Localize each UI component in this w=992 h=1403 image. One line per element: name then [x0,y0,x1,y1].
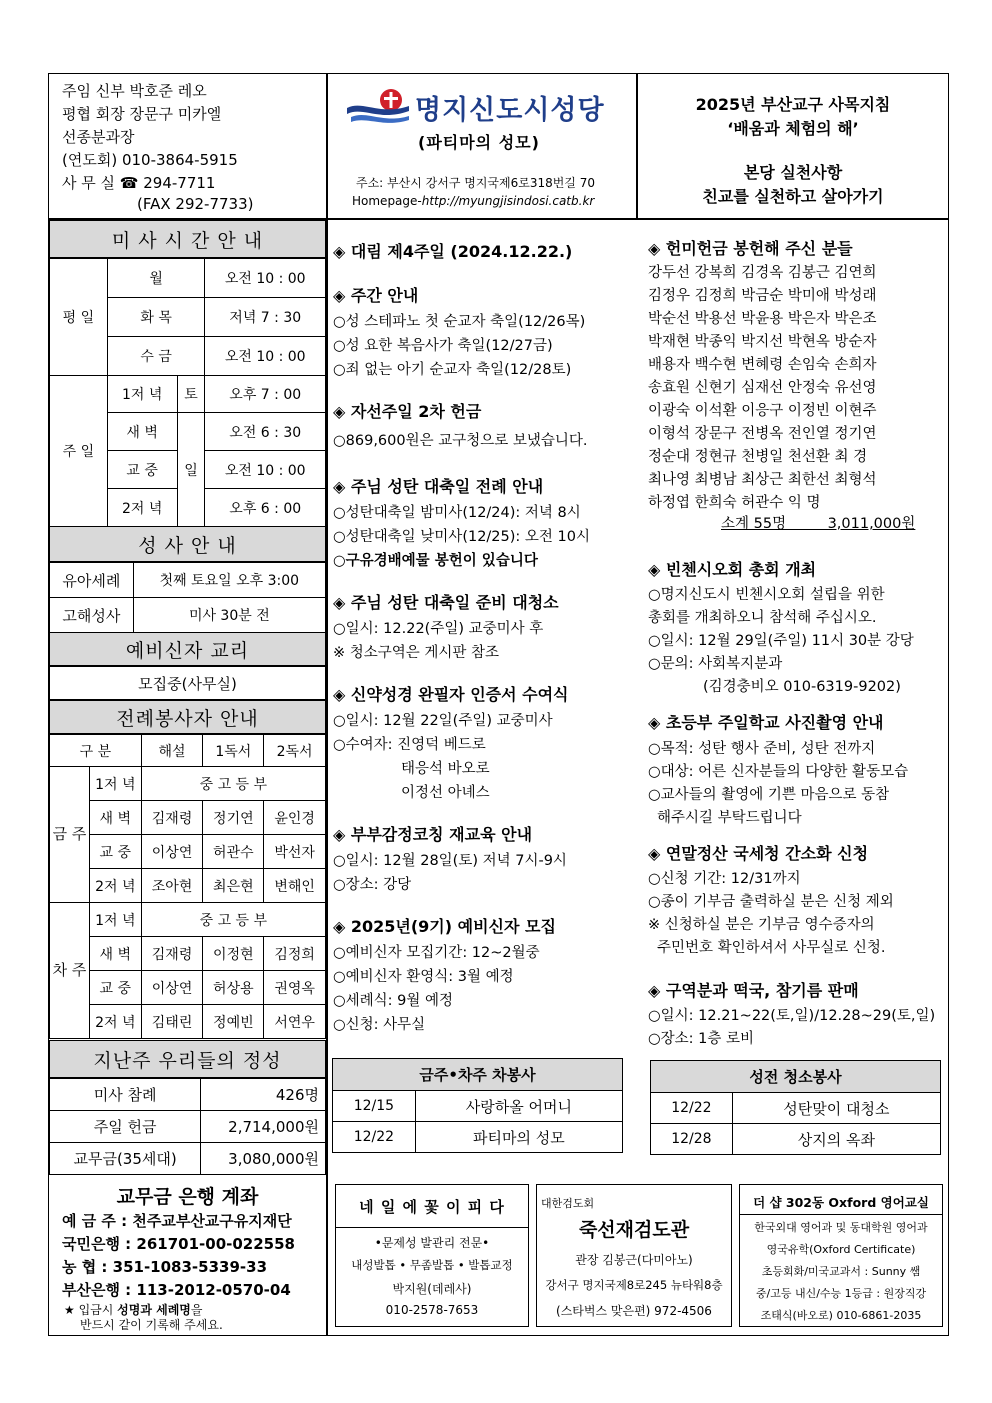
christmas-liturgy-title: ◈ 주님 성탄 대축일 전례 안내 [333,477,544,496]
server-name: 허관수 [203,835,264,869]
ad-flower-line: 내성발톱 • 무좀발톱 • 발톱교정 [351,1258,513,1272]
donor-row: 최나영 최병남 최상근 최한선 최형석 [648,472,877,488]
servers-header: 1독서 [203,735,264,767]
advent-title: ◈ 대림 제4주일 (2024.12.22.) [333,242,573,261]
cleaning-date: 12/22 [651,1093,733,1124]
server-name: 김태린 [141,1005,203,1039]
sacrament-label: 유아세례 [50,563,134,598]
server-name: 정기연 [203,801,264,835]
parish-subtitle: (파티마의 성모) [418,133,540,152]
donor-row: 하정엽 한희숙 허관수 익 명 [648,495,821,511]
ad-kendo-small: 대한검도회 [541,1197,595,1210]
ad-english-line: 조태식(바오로) 010-6861-2035 [760,1309,922,1322]
photo-line: ○목적: 성탄 행사 준비, 성탄 전까지 [648,741,876,757]
bank-line: 농 협 : 351-1083-5339-33 [62,1258,268,1276]
ad-kendo-line: 강서구 명지국제8로245 뉴타워8층 [545,1278,723,1292]
ad-flower-box [335,1184,529,1327]
servers-table [49,734,326,1039]
server-name: 김재령 [141,937,203,971]
practice-line1: 본당 실천사항 [743,163,843,182]
charity-title: ◈ 자선주일 2차 헌금 [333,402,482,421]
server-name: 조아현 [141,869,203,903]
cleaning-date: 12/28 [651,1124,733,1155]
offering-value: 2,714,000원 [201,1111,326,1143]
donor-row: 박재현 박종익 박지선 박현옥 방순자 [648,334,877,350]
catechumen-recruit-line: ○예비신자 환영식: 3월 예정 [333,969,514,985]
server-name: 이정현 [203,937,264,971]
staff-line: 평협 회장 장문구 미카엘 [62,105,222,123]
server-mass: 새 벽 [89,937,141,971]
mass-time: 오전 6 : 30 [205,413,326,451]
tax-line: ※ 신청하실 분은 기부금 영수증자의 [648,917,875,933]
server-name: 서연우 [264,1005,326,1039]
donor-row: 정순대 정현규 천병일 천선환 최 경 [648,449,868,465]
parish-name: 명지신도시성당 [415,95,605,126]
mass-day: 수 금 [107,337,205,376]
bank-note2: 반드시 같이 기록해 주세요. [80,1318,223,1332]
vincent-title: ◈ 빈첸시오회 총회 개최 [648,560,817,579]
car-service-group: 사랑하올 어머니 [415,1091,622,1122]
weekly-line: ○성 스테파노 첫 순교자 축일(12/26목) [333,314,586,330]
tax-title: ◈ 연말정산 국세청 간소화 신청 [648,844,869,863]
sacrament-value: 첫째 토요일 오후 3:00 [133,563,325,598]
cleaning-table [650,1060,941,1155]
vincent-line: ○문의: 사회복지분과 [648,656,783,672]
rice-cake-line: ○장소: 1층 로비 [648,1031,755,1047]
mass-time: 오후 6 : 00 [205,489,326,527]
mass-day: 화 목 [107,298,205,337]
weekly-line: ○죄 없는 아기 순교자 축일(12/28토) [333,362,572,378]
christmas-liturgy-line: ○성탄대축일 낮미사(12/25): 오전 10시 [333,529,590,545]
sacrament-title: 성 사 안 내 [49,526,326,562]
bank-note-prefix: ★ 입금시 [64,1303,118,1317]
christmas-liturgy-line: ○성탄대축일 밤미사(12/24): 저녁 8시 [333,505,581,521]
vincent-line: ○명지신도시 빈첸시오회 설립을 위한 [648,587,885,603]
ad-divider [740,1214,942,1215]
mass-day: 월 [107,259,205,298]
server-mass: 1저 녁 [89,767,141,801]
photo-title: ◈ 초등부 주일학교 사진촬영 안내 [648,713,884,732]
offering-title: 지난주 우리들의 정성 [49,1040,326,1078]
mass-schedule-table [49,258,326,527]
offering-value: 3,080,000원 [201,1143,326,1175]
ad-divider [336,1227,528,1228]
servers-title: 전례봉사자 안내 [49,700,326,734]
ad-english-line: 초등회화/미국교과서 : Sunny 쌤 [761,1265,921,1278]
catechumen-recruit-title: ◈ 2025년(9기) 예비신자 모집 [333,917,556,936]
sunday-label: 주 일 [50,376,108,527]
car-service-date: 12/22 [333,1122,416,1153]
catechumen-recruit-line: ○신청: 사무실 [333,1017,426,1033]
couple-coaching-line: ○일시: 12월 28일(토) 저녁 7시-9시 [333,853,567,869]
car-service-group: 파티마의 성모 [415,1122,622,1153]
server-name: 윤인경 [264,801,326,835]
bank-title: 교무금 은행 계좌 [116,1186,259,1208]
bank-note-bold: 성명과 세례명 [117,1303,191,1317]
tax-line: ○종이 기부금 출력하실 분은 신청 제외 [648,894,894,910]
server-name: 허상용 [203,971,264,1005]
sacrament-value: 미사 30분 전 [133,598,325,633]
catechumen-recruit-line: ○세례식: 9월 예정 [333,993,454,1009]
ad-english-line: 영국유학(Oxford Certificate) [766,1243,916,1256]
ad-kendo-title: 죽선재검도관 [578,1219,690,1241]
bank-line: 예 금 주 : 천주교부산교구유지재단 [62,1212,292,1230]
servers-header: 구 분 [50,735,142,767]
donor-row: 박순선 박용선 박윤용 박은자 박은조 [648,311,877,327]
donor-row: 김정우 김정희 박금순 박미애 박성래 [648,288,877,304]
rice-cake-line: ○일시: 12.21~22(토,일)/12.28~29(토,일) [648,1008,936,1024]
offering-value: 426명 [201,1079,326,1111]
ad-flower-line: 박지원(데레사) [392,1282,472,1296]
parish-address: 주소: 부산시 강서구 명지국제6로318번길 70 [356,176,595,190]
bible-cert-title: ◈ 신약성경 완필자 인증서 수여식 [333,685,569,704]
next-week-label: 차 주 [50,903,90,1039]
donors-title: ◈ 헌미헌금 봉헌해 주신 분들 [648,239,853,258]
donor-subtotal: 소계 55명 3,011,000원 [721,516,916,532]
cleaning-group: 성탄맞이 대청소 [732,1093,940,1124]
server-mass: 교 중 [89,835,141,869]
left-column-divider [326,73,328,1336]
practice-line2: 친교를 실천하고 살아가기 [702,187,884,206]
mass-time: 오전 10 : 00 [205,451,326,489]
parish-homepage [352,194,594,208]
rice-cake-title: ◈ 구역분과 떡국, 참기름 판매 [648,981,859,1000]
servers-header: 2독서 [264,735,326,767]
server-merged: 중 고 등 부 [141,767,325,801]
weekly-title: ◈ 주간 안내 [333,286,419,305]
ad-kendo-box [536,1184,732,1327]
bible-cert-line: ○일시: 12월 22일(주일) 교중미사 [333,713,553,729]
couple-coaching-title: ◈ 부부감정코칭 재교육 안내 [333,825,533,844]
server-name: 이상연 [141,971,203,1005]
catechumen-title: 예비신자 교리 [49,632,326,666]
staff-line: (FAX 292-7733) [137,195,254,213]
ad-kendo-line: (스타벅스 맞은편) 972-4506 [556,1304,712,1318]
donor-row: 강두선 강복희 김경옥 김봉근 김연희 [648,265,877,281]
parish-logo-icon [345,86,411,126]
bible-cert-line: ○수여자: 진영덕 베드로 [333,737,486,753]
tax-line: 주민번호 확인하셔서 사무실로 신청. [657,940,886,956]
cleaning-title: 성전 청소봉사 [651,1061,941,1093]
bible-cert-line: 이정선 아녜스 [401,785,490,801]
staff-line: 선종분과장 [62,128,135,146]
mass-name: 새 벽 [107,413,177,451]
ad-kendo-line: 관장 김봉근(다미아노) [575,1253,693,1267]
server-name: 김재령 [141,801,203,835]
donor-row: 이형석 장문구 전병옥 전인열 정기연 [648,426,877,442]
server-mass: 2저 녁 [89,1005,141,1039]
server-mass: 2저 녁 [89,869,141,903]
mass-time: 오전 10 : 00 [205,337,326,376]
car-service-title: 금주•차주 차봉사 [333,1059,623,1091]
ad-english-line: 한국외대 영어과 및 동대학원 영어과 [754,1221,928,1234]
bank-line: 국민은행 : 261701-00-022558 [62,1235,295,1253]
staff-line: (연도회) 010-3864-5915 [62,151,238,169]
donor-row: 이광숙 이석환 이응구 이정빈 이현주 [648,403,877,419]
offering-table [49,1078,326,1175]
diocese-guide-line2: ‘배움과 체험의 해’ [727,119,859,138]
mass-time: 오후 7 : 00 [205,376,326,413]
mass-time: 저녁 7 : 30 [205,298,326,337]
offering-label: 미사 참례 [50,1079,201,1111]
tax-line: ○신청 기간: 12/31까지 [648,871,801,887]
server-name: 정예빈 [203,1005,264,1039]
server-name: 이상연 [141,835,203,869]
car-service-table [332,1058,623,1153]
ad-flower-line: •문제성 발관리 전문• [374,1236,490,1250]
server-name: 최은현 [203,869,264,903]
mass-schedule-title: 미 사 시 간 안 내 [49,220,326,258]
donor-row: 배용자 백수현 변혜령 손임숙 손희자 [648,357,877,373]
offering-label: 주일 헌금 [50,1111,201,1143]
mass-weekday: 토 [177,376,205,413]
staff-line: 사 무 실 ☎ 294-7711 [62,174,216,192]
charity-line: ○869,600원은 교구청으로 보냈습니다. [333,433,588,449]
catechumen-recruit-line: ○예비신자 모집기간: 12~2월중 [333,945,540,961]
vincent-line: ○일시: 12월 29일(주일) 11시 30분 강당 [648,633,914,649]
weekly-line: ○성 요한 복음사가 축일(12/27금) [333,338,553,354]
bank-line: 부산은행 : 113-2012-0570-04 [62,1281,291,1299]
server-name: 박선자 [264,835,326,869]
weekday-label: 평 일 [50,259,108,376]
christmas-liturgy-line: ○구유경배예물 봉헌이 있습니다 [333,553,538,569]
server-name: 권영옥 [264,971,326,1005]
photo-line: ○교사들의 촬영에 기쁜 마음으로 동참 [648,787,890,803]
bible-cert-line: 태응석 바오로 [401,761,490,777]
server-name: 김정희 [264,937,326,971]
server-name: 변해인 [264,869,326,903]
photo-line: ○대상: 어른 신자분들의 다양한 활동모습 [648,764,909,780]
server-mass: 교 중 [89,971,141,1005]
staff-line: 주임 신부 박호준 레오 [62,82,207,100]
server-mass: 새 벽 [89,801,141,835]
ad-english-title: 더 샵 302동 Oxford 영어교실 [753,1195,929,1210]
bank-note-suffix: 을 [190,1303,203,1317]
server-merged: 중 고 등 부 [141,903,325,937]
diocese-guide-line1: 2025년 부산교구 사목지침 [695,95,891,114]
mass-name: 교 중 [107,451,177,489]
homepage-prefix: Homepage- [352,194,422,208]
offering-label: 교무금(35세대) [50,1143,201,1175]
mass-name: 1저 녁 [107,376,177,413]
vincent-line: 총회를 개최하오니 참석해 주십시오. [648,610,877,626]
cleaning-notice-title: ◈ 주님 성탄 대축일 준비 대청소 [333,593,559,612]
donor-row: 송효원 신현기 심재선 안정숙 유선영 [648,380,877,396]
couple-coaching-line: ○장소: 강당 [333,877,412,893]
this-week-label: 금 주 [50,767,90,903]
car-service-date: 12/15 [333,1091,416,1122]
catechumen-status: 모집중(사무실) [49,666,326,700]
ad-flower-line: 010-2578-7653 [385,1303,479,1317]
ad-english-box [739,1184,943,1327]
mass-weekday: 일 [177,413,205,527]
servers-header: 해설 [141,735,203,767]
ad-english-line: 중/고등 내신/수능 1등급 : 원장직강 [755,1287,927,1300]
cleaning-notice-line: ○일시: 12.22(주일) 교중미사 후 [333,621,544,637]
mass-name: 2저 녁 [107,489,177,527]
sacrament-label: 고해성사 [50,598,134,633]
server-mass: 1저 녁 [89,903,141,937]
homepage-link[interactable]: http://myungjisindosi.catb.kr [421,194,595,208]
mass-time: 오전 10 : 00 [205,259,326,298]
cleaning-notice-line: ※ 청소구역은 게시판 참조 [333,645,500,661]
photo-line: 해주시길 부탁드립니다 [657,810,802,826]
cleaning-group: 상지의 옥좌 [732,1124,940,1155]
vincent-line: (김경충비오 010-6319-9202) [703,679,901,695]
sacrament-table [49,562,326,633]
ad-flower-title: 네 일 에 꽃 이 피 다 [359,1198,505,1216]
